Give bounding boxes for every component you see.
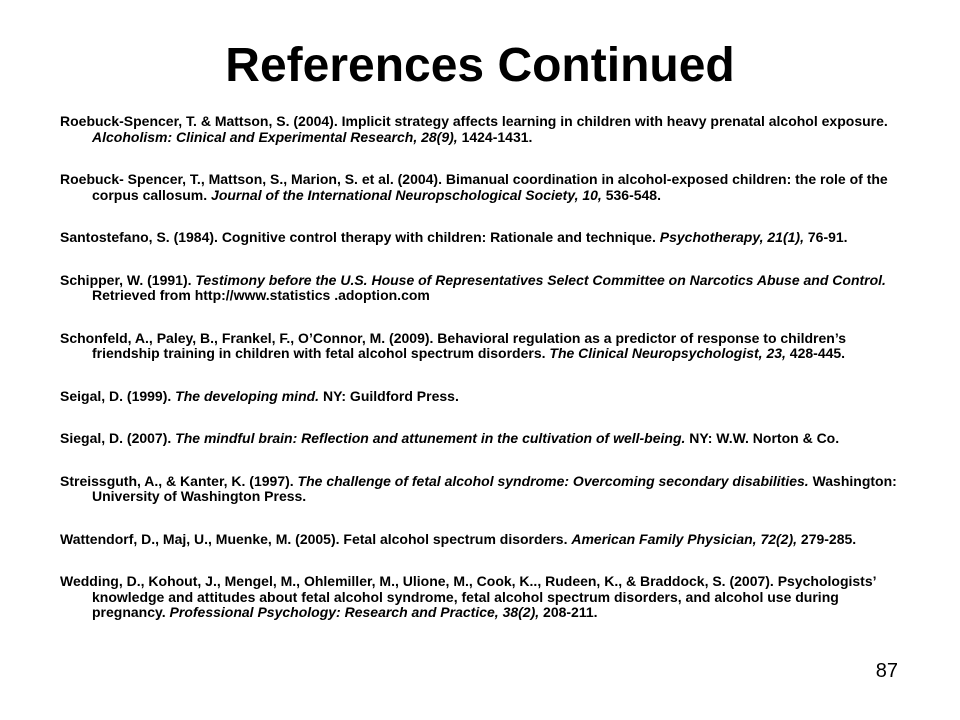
reference-author: Wedding, D., Kohout, J., Mengel, M., Ohlemiller, M., Ulione, M., Cook, K.., Rudeen, K., & Braddock, S. (2007). Psychologists’ knowledge and attitudes about fetal alcohol syndrome, fetal alcohol spectrum disorders, and alcohol use during pregnancy.: [60, 573, 876, 620]
reference-tail: NY: Guildford Press.: [322, 387, 459, 404]
reference-tail: Retrieved from http://www.statistics .adoption.com: [92, 287, 430, 303]
reference-source: Alcoholism: Clinical and Experimental Research, 28(9),: [92, 128, 458, 145]
reference-item: [60, 114, 910, 145]
reference-tail: 1424-1431.: [461, 128, 533, 145]
reference-tail: Washington: University of Washington Press.: [92, 472, 897, 504]
reference-source: The Clinical Neuropsychologist, 23,: [549, 345, 786, 361]
reference-author: Wattendorf, D., Maj, U., Muenke, M. (2005). Fetal alcohol spectrum disorders.: [60, 530, 568, 547]
reference-tail: 208-211.: [543, 604, 598, 620]
reference-author: Roebuck-Spencer, T. & Mattson, S. (2004). Implicit strategy affects learning in children with heavy prenatal alcohol exposure.: [60, 113, 888, 129]
page-number: 87: [875, 660, 898, 682]
reference-item: [60, 230, 910, 246]
reference-source: Psychotherapy, 21(1),: [659, 229, 804, 245]
reference-item: [60, 474, 910, 505]
reference-item: [60, 431, 910, 447]
reference-item: [60, 532, 910, 548]
reference-author: Streissguth, A., & Kanter, K. (1997).: [60, 472, 294, 489]
reference-list: [60, 114, 910, 648]
reference-author: Santostefano, S. (1984). Cognitive control therapy with children: Rationale and technique.: [60, 229, 656, 245]
reference-source: The developing mind.: [175, 387, 320, 404]
reference-tail: 536-548.: [605, 186, 661, 203]
reference-author: Siegal, D. (2007).: [60, 430, 172, 446]
reference-item: [60, 389, 910, 405]
reference-tail: 76-91.: [807, 229, 848, 245]
reference-author: Roebuck- Spencer, T., Mattson, S., Marion, S. et al. (2004). Bimanual coordination in alcohol-exposed children: the role of the corpus callosum.: [60, 171, 888, 203]
reference-item: [60, 331, 910, 362]
reference-item: [60, 172, 910, 203]
reference-source: American Family Physician, 72(2),: [571, 530, 798, 547]
reference-tail: 279-285.: [800, 530, 857, 547]
reference-source: Professional Psychology: Research and Practice, 38(2),: [169, 604, 540, 620]
reference-author: Seigal, D. (1999).: [60, 387, 172, 404]
reference-author: Schipper, W. (1991).: [60, 271, 192, 288]
reference-author: Schonfeld, A., Paley, B., Frankel, F., O’Connor, M. (2009). Behavioral regulation as a predictor of response to children’s friendship training in children with fetal alcohol spectrum disorders.: [60, 329, 846, 361]
reference-source: The challenge of fetal alcohol syndrome: Overcoming secondary disabilities.: [297, 472, 809, 489]
reference-tail: NY: W.W. Norton & Co.: [689, 430, 840, 446]
slide-title: References Continued: [225, 39, 735, 92]
reference-item: [60, 574, 910, 621]
reference-source: Testimony before the U.S. House of Representatives Select Committee on Narcotics Abuse and Control.: [195, 271, 886, 288]
reference-item: [60, 273, 910, 304]
reference-source: The mindful brain: Reflection and attunement in the cultivation of well-being.: [175, 430, 686, 446]
reference-source: Journal of the International Neuropschological Society, 10,: [211, 186, 602, 203]
reference-tail: 428-445.: [789, 345, 846, 361]
